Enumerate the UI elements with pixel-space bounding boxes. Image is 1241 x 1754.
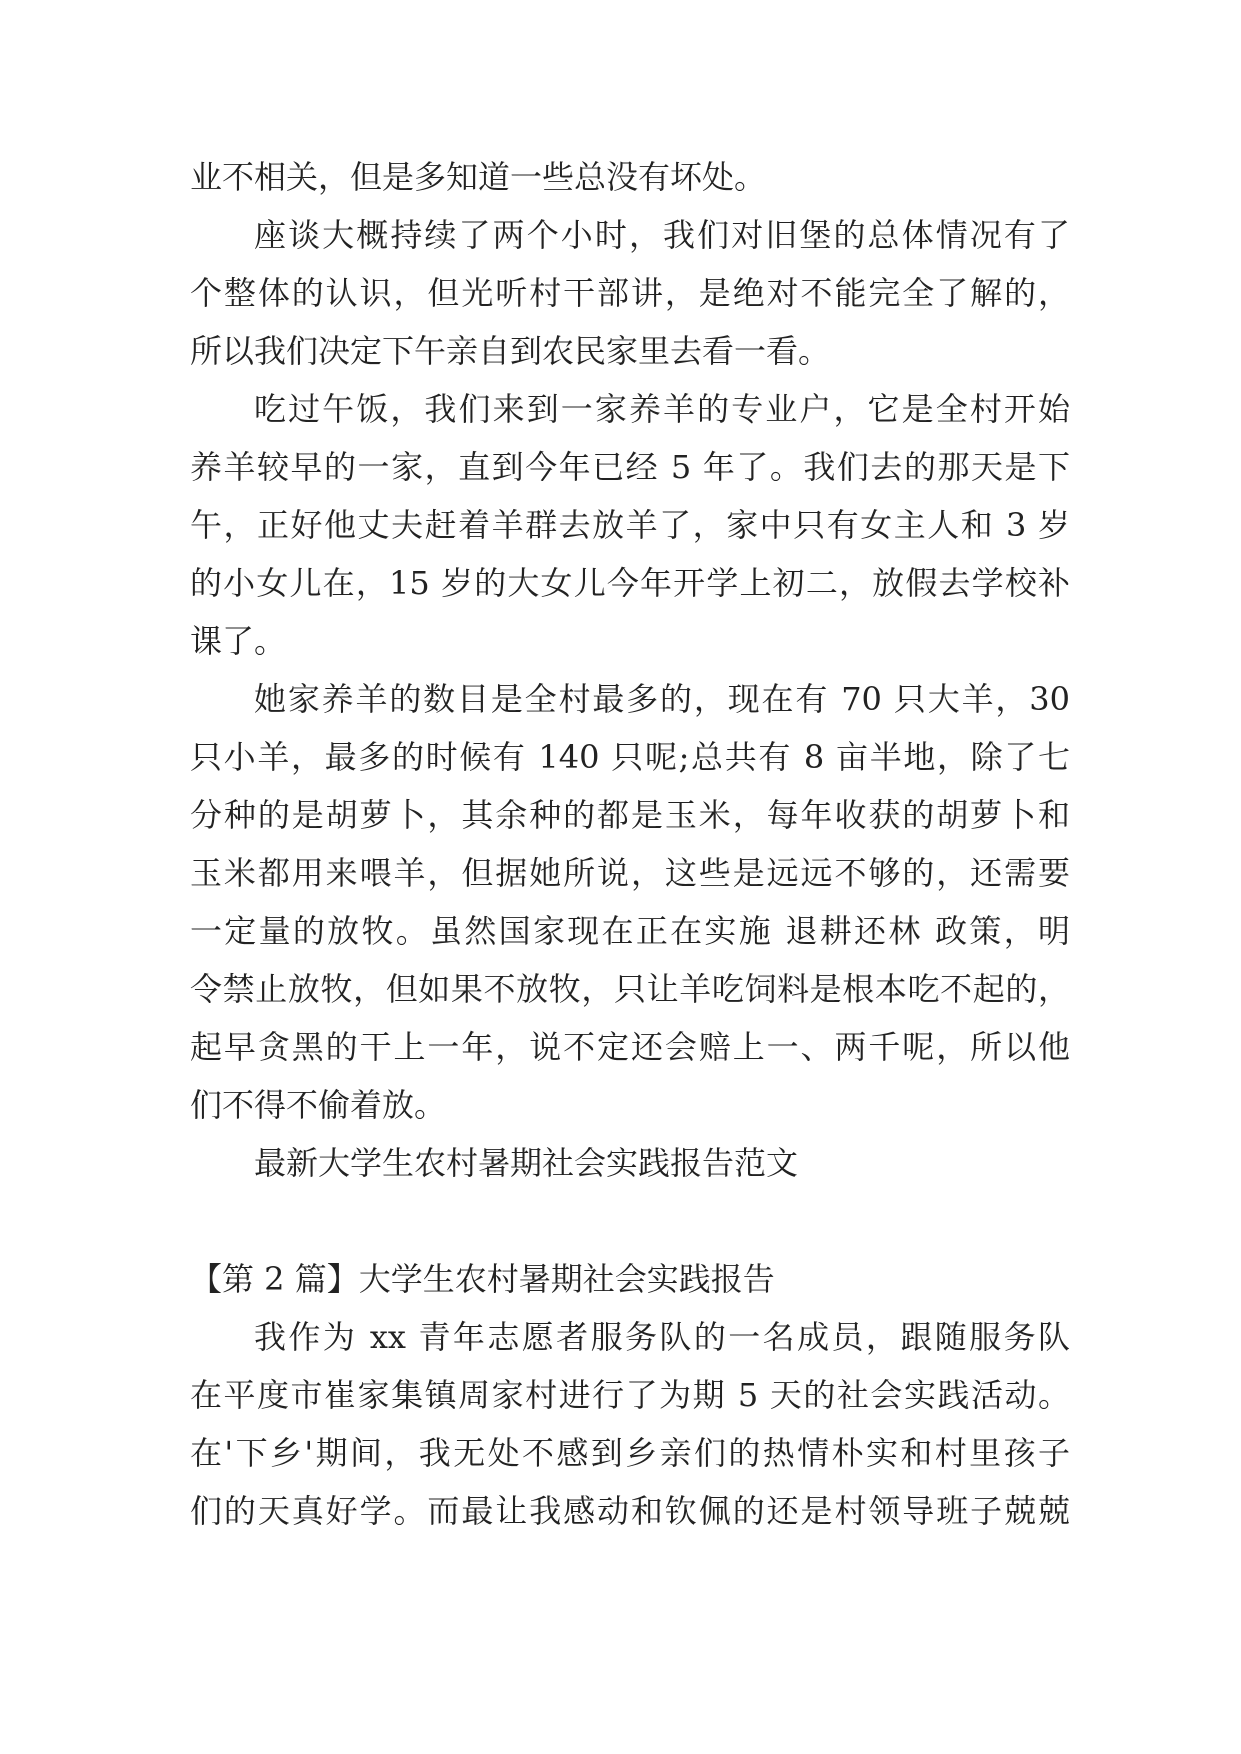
text-line: 只小羊，最多的时候有 140 只呢;总共有 8 亩半地，除了七 [190,738,1070,776]
blank-line [190,1192,1070,1250]
text-line: 课了。 [190,622,287,660]
subtitle-line: 最新大学生农村暑期社会实践报告范文 [254,1144,799,1182]
text-line: 分种的是胡萝卜，其余种的都是玉米，每年收获的胡萝卜和 [190,796,1070,834]
document-body [190,148,1070,1540]
text-line: 一定量的放牧。虽然国家现在正在实施 退耕还林 政策，明 [190,912,1070,950]
text-line: 座谈大概持续了两个小时，我们对旧堡的总体情况有了 [254,216,1070,254]
text-line: 令禁止放牧，但如果不放牧，只让羊吃饲料是根本吃不起的， [190,970,1070,1008]
text-line: 业不相关，但是多知道一些总没有坏处。 [190,158,767,196]
text-line: 在平度市崔家集镇周家村进行了为期 5 天的社会实践活动。 [190,1376,1070,1414]
text-line: 养羊较早的一家，直到今年已经 5 年了。我们去的那天是下 [190,448,1070,486]
text-line: 个整体的认识，但光听村干部讲，是绝对不能完全了解的， [190,274,1070,312]
text-line: 所以我们决定下午亲自到农民家里去看一看。 [190,332,831,370]
text-line: 她家养羊的数目是全村最多的，现在有 70 只大羊，30 [254,680,1070,718]
section-heading: 【第 2 篇】大学生农村暑期社会实践报告 [190,1260,775,1298]
text-line: 午，正好他丈夫赶着羊群去放羊了，家中只有女主人和 3 岁 [190,506,1070,544]
text-line: 在'下乡'期间，我无处不感到乡亲们的热情朴实和村里孩子 [190,1434,1070,1472]
text-line: 的小女儿在，15 岁的大女儿今年开学上初二，放假去学校补 [190,564,1070,602]
text-line: 我作为 xx 青年志愿者服务队的一名成员，跟随服务队 [254,1318,1070,1356]
text-line: 起早贪黑的干上一年，说不定还会赔上一、两千呢，所以他 [190,1028,1070,1066]
text-line: 们的天真好学。而最让我感动和钦佩的还是村领导班子兢兢 [190,1492,1070,1530]
text-line: 玉米都用来喂羊，但据她所说，这些是远远不够的，还需要 [190,854,1070,892]
text-line: 吃过午饭，我们来到一家养羊的专业户，它是全村开始 [254,390,1070,428]
text-line: 们不得不偷着放。 [190,1086,447,1124]
